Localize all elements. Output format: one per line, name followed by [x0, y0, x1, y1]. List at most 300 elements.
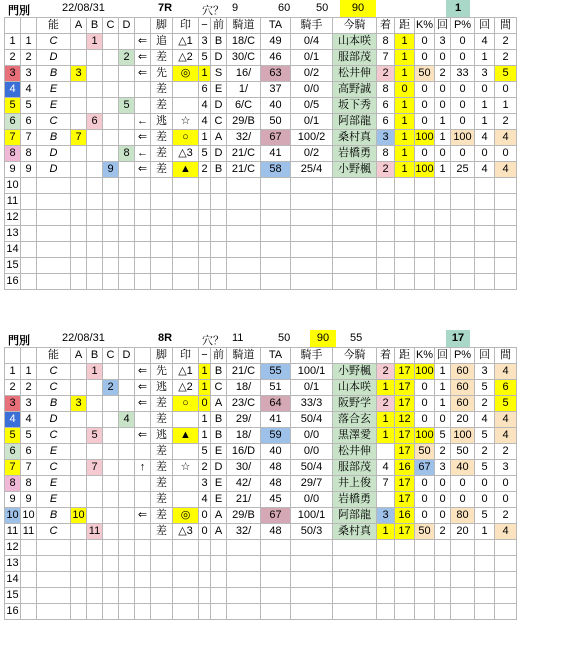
table-cell: 1 — [395, 34, 415, 50]
table-cell: 差 — [151, 396, 173, 412]
table-cell — [415, 572, 435, 588]
table-cell: 10 — [21, 508, 37, 524]
table-cell — [151, 194, 173, 210]
empty-row — [5, 556, 517, 572]
table-cell: 0 — [415, 492, 435, 508]
table-cell: 0 — [451, 82, 475, 98]
table-cell: 3 — [377, 508, 395, 524]
table-cell — [119, 194, 135, 210]
table-cell: 小野楓 — [333, 162, 377, 178]
column-header: 回 — [475, 348, 495, 364]
table-cell — [173, 274, 199, 290]
table-cell — [415, 210, 435, 226]
table-cell — [37, 604, 71, 620]
table-cell — [333, 226, 377, 242]
table-cell: △1 — [173, 34, 199, 50]
table-cell: 阿部龍 — [333, 508, 377, 524]
table-cell: D — [211, 460, 227, 476]
table-cell — [173, 572, 199, 588]
table-cell: 4 — [119, 412, 135, 428]
table-cell: 6 — [21, 444, 37, 460]
table-cell — [475, 540, 495, 556]
table-cell — [415, 274, 435, 290]
table-cell — [415, 604, 435, 620]
table-cell: 5 — [475, 380, 495, 396]
table-cell: 7 — [71, 130, 87, 146]
table-row — [5, 508, 517, 524]
table-cell — [151, 540, 173, 556]
table-cell: 1 — [395, 50, 415, 66]
table-cell — [103, 194, 119, 210]
table-cell — [87, 98, 103, 114]
table-cell: 0 — [415, 476, 435, 492]
table-cell: 0/2 — [291, 146, 333, 162]
table-cell — [211, 258, 227, 274]
table-cell: 1 — [199, 428, 211, 444]
table-cell: 1 — [495, 98, 517, 114]
table-cell — [103, 34, 119, 50]
empty-row — [5, 178, 517, 194]
table-cell: 100 — [415, 162, 435, 178]
table-cell: B — [211, 412, 227, 428]
table-cell: B — [37, 130, 71, 146]
table-cell — [119, 364, 135, 380]
num-3: 50 — [316, 2, 329, 14]
table-cell — [451, 540, 475, 556]
table-cell — [495, 258, 517, 274]
table-cell — [135, 412, 151, 428]
table-cell: 17 — [395, 380, 415, 396]
table-cell: 1 — [377, 412, 395, 428]
table-cell: 4 — [5, 82, 21, 98]
table-cell — [435, 572, 451, 588]
table-cell — [71, 162, 87, 178]
table-cell — [451, 556, 475, 572]
table-cell — [227, 258, 261, 274]
table-cell — [119, 604, 135, 620]
table-cell: 11 — [5, 194, 21, 210]
table-cell: 2 — [103, 380, 119, 396]
table-cell — [211, 242, 227, 258]
table-cell: 山本咲 — [333, 380, 377, 396]
table-cell: 3 — [21, 66, 37, 82]
table-cell — [103, 524, 119, 540]
table-cell: 差 — [151, 130, 173, 146]
table-cell: 0 — [415, 34, 435, 50]
num-3: 90 — [310, 330, 336, 347]
table-cell — [135, 444, 151, 460]
table-cell — [103, 210, 119, 226]
table-cell: C — [37, 364, 71, 380]
table-cell: 9 — [21, 492, 37, 508]
table-cell: 8 — [377, 82, 395, 98]
table-cell — [227, 242, 261, 258]
table-cell — [103, 50, 119, 66]
table-cell: 2 — [377, 66, 395, 82]
table-cell: 1 — [395, 66, 415, 82]
table-cell — [71, 98, 87, 114]
table-cell — [87, 444, 103, 460]
column-header: A — [71, 348, 87, 364]
table-cell: 3 — [475, 66, 495, 82]
table-row — [5, 98, 517, 114]
table-cell: 50/4 — [291, 460, 333, 476]
race-8-header — [0, 330, 578, 347]
table-cell: 4 — [475, 130, 495, 146]
table-cell — [135, 556, 151, 572]
table-cell — [103, 396, 119, 412]
table-cell: 1 — [475, 114, 495, 130]
table-cell: 井上俊 — [333, 476, 377, 492]
table-cell: 1 — [87, 364, 103, 380]
table-cell — [103, 588, 119, 604]
table-cell — [395, 258, 415, 274]
table-cell: 32/ — [227, 524, 261, 540]
table-cell: 17 — [395, 444, 415, 460]
table-cell — [199, 242, 211, 258]
empty-row — [5, 572, 517, 588]
column-header: P% — [451, 18, 475, 34]
table-cell: 20 — [451, 412, 475, 428]
table-cell: ◎ — [173, 66, 199, 82]
table-cell: S — [211, 66, 227, 82]
table-cell: B — [37, 508, 71, 524]
table-cell — [333, 588, 377, 604]
table-cell: 29/B — [227, 508, 261, 524]
table-cell: 9 — [103, 162, 119, 178]
empty-row — [5, 226, 517, 242]
table-cell: 2 — [495, 50, 517, 66]
table-cell: 6/C — [227, 98, 261, 114]
table-cell: 0 — [415, 508, 435, 524]
table-cell: 10 — [5, 508, 21, 524]
table-cell: 0 — [451, 146, 475, 162]
table-cell: 48 — [261, 524, 291, 540]
table-cell: 3 — [435, 460, 451, 476]
table-cell — [333, 540, 377, 556]
column-header: TA — [261, 348, 291, 364]
table-cell — [103, 130, 119, 146]
table-cell — [261, 556, 291, 572]
table-cell — [37, 210, 71, 226]
table-cell — [119, 428, 135, 444]
table-cell: 1 — [199, 364, 211, 380]
table-cell — [211, 572, 227, 588]
table-row — [5, 82, 517, 98]
table-cell — [495, 572, 517, 588]
table-cell — [333, 242, 377, 258]
table-cell: 1 — [475, 98, 495, 114]
table-cell: 13 — [5, 226, 21, 242]
table-cell — [87, 274, 103, 290]
table-cell: 17 — [395, 492, 415, 508]
table-cell — [451, 210, 475, 226]
table-cell — [135, 492, 151, 508]
race-number: 7R — [158, 2, 173, 14]
table-cell: E — [211, 82, 227, 98]
table-cell — [37, 226, 71, 242]
table-cell: 黒澤愛 — [333, 428, 377, 444]
table-cell: 3 — [199, 476, 211, 492]
column-header: − — [199, 348, 211, 364]
num-1: 11 — [232, 332, 244, 344]
table-cell: 21/C — [227, 146, 261, 162]
table-row — [5, 492, 517, 508]
table-cell: 7 — [377, 50, 395, 66]
table-cell — [333, 556, 377, 572]
table-cell — [377, 242, 395, 258]
table-cell — [333, 210, 377, 226]
table-cell — [135, 588, 151, 604]
table-cell: 先 — [151, 364, 173, 380]
table-cell: 差 — [151, 98, 173, 114]
table-cell — [119, 82, 135, 98]
table-cell: △3 — [173, 524, 199, 540]
table-cell — [119, 588, 135, 604]
table-cell: ○ — [173, 130, 199, 146]
table-cell: 3 — [5, 396, 21, 412]
table-cell — [475, 572, 495, 588]
table-cell: 1 — [435, 162, 451, 178]
table-cell: 1 — [199, 66, 211, 82]
table-cell — [333, 258, 377, 274]
table-cell — [71, 146, 87, 162]
table-cell — [451, 604, 475, 620]
table-cell: 15 — [5, 588, 21, 604]
table-cell: 50/3 — [291, 524, 333, 540]
table-cell: 1 — [87, 34, 103, 50]
table-cell: 0 — [451, 492, 475, 508]
table-cell: B — [37, 66, 71, 82]
table-row — [5, 130, 517, 146]
table-cell — [395, 540, 415, 556]
table-cell: 59 — [261, 428, 291, 444]
table-cell — [151, 210, 173, 226]
table-cell: 差 — [151, 50, 173, 66]
table-cell — [377, 492, 395, 508]
table-cell — [451, 274, 475, 290]
table-cell — [71, 380, 87, 396]
table-cell: 17 — [395, 476, 415, 492]
table-cell — [151, 274, 173, 290]
table-cell: 0 — [415, 380, 435, 396]
table-cell: 0/1 — [291, 380, 333, 396]
table-cell: ◎ — [173, 508, 199, 524]
table-cell — [173, 556, 199, 572]
column-header: TA — [261, 18, 291, 34]
table-cell: 5 — [475, 428, 495, 444]
table-cell: 0 — [199, 508, 211, 524]
table-cell — [87, 178, 103, 194]
table-cell: 33/3 — [291, 396, 333, 412]
table-cell — [435, 194, 451, 210]
table-cell: 0/2 — [291, 66, 333, 82]
table-cell — [87, 226, 103, 242]
table-cell — [71, 572, 87, 588]
table-cell: 阿部龍 — [333, 114, 377, 130]
table-cell — [261, 194, 291, 210]
column-header: C — [103, 18, 119, 34]
table-cell — [71, 364, 87, 380]
table-cell — [103, 508, 119, 524]
table-cell — [119, 460, 135, 476]
table-cell: 0 — [451, 50, 475, 66]
table-cell: 14 — [5, 242, 21, 258]
table-cell — [173, 226, 199, 242]
table-cell — [227, 210, 261, 226]
column-header: 着 — [377, 18, 395, 34]
table-cell — [199, 604, 211, 620]
table-cell: 6 — [377, 98, 395, 114]
table-cell: 4 — [495, 524, 517, 540]
table-cell: 1 — [199, 380, 211, 396]
table-cell: 40 — [261, 98, 291, 114]
table-cell: 3 — [475, 364, 495, 380]
table-cell: 16/ — [227, 66, 261, 82]
table-cell — [173, 412, 199, 428]
column-header — [21, 348, 37, 364]
table-cell: 0 — [435, 82, 451, 98]
table-cell — [103, 98, 119, 114]
table-cell — [119, 540, 135, 556]
table-cell: 1 — [5, 364, 21, 380]
table-cell: 小野楓 — [333, 364, 377, 380]
table-cell: C — [37, 114, 71, 130]
table-cell — [435, 242, 451, 258]
table-cell: 0/1 — [291, 50, 333, 66]
table-cell: 20 — [451, 524, 475, 540]
table-cell: 16 — [5, 274, 21, 290]
table-cell — [87, 130, 103, 146]
table-cell — [227, 604, 261, 620]
table-cell: 3 — [199, 34, 211, 50]
table-cell — [451, 242, 475, 258]
table-cell — [495, 556, 517, 572]
table-cell: B — [211, 428, 227, 444]
table-cell — [87, 258, 103, 274]
table-cell: D — [37, 162, 71, 178]
table-cell — [291, 540, 333, 556]
table-cell: 21/C — [227, 162, 261, 178]
table-cell — [37, 274, 71, 290]
table-cell: 0 — [199, 524, 211, 540]
table-cell — [173, 604, 199, 620]
table-cell: 2 — [495, 444, 517, 460]
table-cell: 17 — [395, 524, 415, 540]
table-cell — [261, 588, 291, 604]
table-cell: 逃 — [151, 114, 173, 130]
table-cell: 岩橋勇 — [333, 492, 377, 508]
table-cell — [21, 210, 37, 226]
table-cell: 50 — [451, 444, 475, 460]
table-cell: 30/C — [227, 50, 261, 66]
table-cell: 1 — [435, 130, 451, 146]
table-cell: 6 — [377, 114, 395, 130]
table-cell: 12 — [5, 210, 21, 226]
column-header: P% — [451, 348, 475, 364]
table-cell: 2 — [435, 66, 451, 82]
table-cell — [377, 540, 395, 556]
table-row — [5, 460, 517, 476]
table-cell: 5 — [5, 428, 21, 444]
table-cell: 1 — [475, 50, 495, 66]
table-cell: 2 — [475, 444, 495, 460]
table-cell: 67 — [261, 130, 291, 146]
table-cell — [71, 194, 87, 210]
table-cell: 2 — [5, 50, 21, 66]
table-cell: ⇐ — [135, 130, 151, 146]
table-cell — [211, 540, 227, 556]
table-cell: 1 — [475, 524, 495, 540]
table-cell — [87, 194, 103, 210]
table-cell: 14 — [5, 572, 21, 588]
table-cell — [135, 242, 151, 258]
table-cell: 58 — [261, 162, 291, 178]
race-8-block — [0, 330, 578, 664]
table-cell: 12 — [5, 540, 21, 556]
table-cell — [435, 210, 451, 226]
table-cell — [21, 588, 37, 604]
table-cell: 0 — [475, 146, 495, 162]
table-cell: 7 — [5, 460, 21, 476]
table-cell: △3 — [173, 146, 199, 162]
table-cell: ☆ — [173, 460, 199, 476]
column-header: 今騎 — [333, 18, 377, 34]
table-cell — [71, 274, 87, 290]
table-cell: E — [211, 476, 227, 492]
table-cell — [103, 476, 119, 492]
table-cell: A — [211, 524, 227, 540]
table-cell: 1 — [395, 130, 415, 146]
table-cell: 2 — [495, 508, 517, 524]
table-cell — [475, 604, 495, 620]
table-cell: 1 — [21, 364, 37, 380]
column-header — [5, 348, 21, 364]
table-cell — [87, 572, 103, 588]
table-cell: 6 — [87, 114, 103, 130]
table-cell: A — [211, 396, 227, 412]
table-cell: 2 — [377, 364, 395, 380]
table-cell: 48 — [261, 460, 291, 476]
table-row — [5, 380, 517, 396]
table-cell — [71, 242, 87, 258]
table-cell: 桑村真 — [333, 524, 377, 540]
column-header — [5, 18, 21, 34]
table-cell — [71, 178, 87, 194]
empty-row — [5, 540, 517, 556]
table-cell: 1 — [395, 98, 415, 114]
table-cell: 5 — [475, 508, 495, 524]
table-cell: 11 — [21, 524, 37, 540]
table-cell: 0 — [415, 146, 435, 162]
table-cell: 33 — [451, 66, 475, 82]
table-cell — [261, 540, 291, 556]
table-cell — [37, 258, 71, 274]
table-cell: 0 — [415, 50, 435, 66]
table-cell — [103, 460, 119, 476]
table-cell: 48 — [261, 476, 291, 492]
table-cell — [119, 162, 135, 178]
table-cell — [377, 556, 395, 572]
table-cell: 41 — [261, 412, 291, 428]
table-cell: 2 — [495, 114, 517, 130]
table-cell — [87, 66, 103, 82]
table-cell: E — [37, 492, 71, 508]
empty-row — [5, 210, 517, 226]
table-cell — [495, 604, 517, 620]
table-cell — [227, 178, 261, 194]
table-cell — [71, 428, 87, 444]
